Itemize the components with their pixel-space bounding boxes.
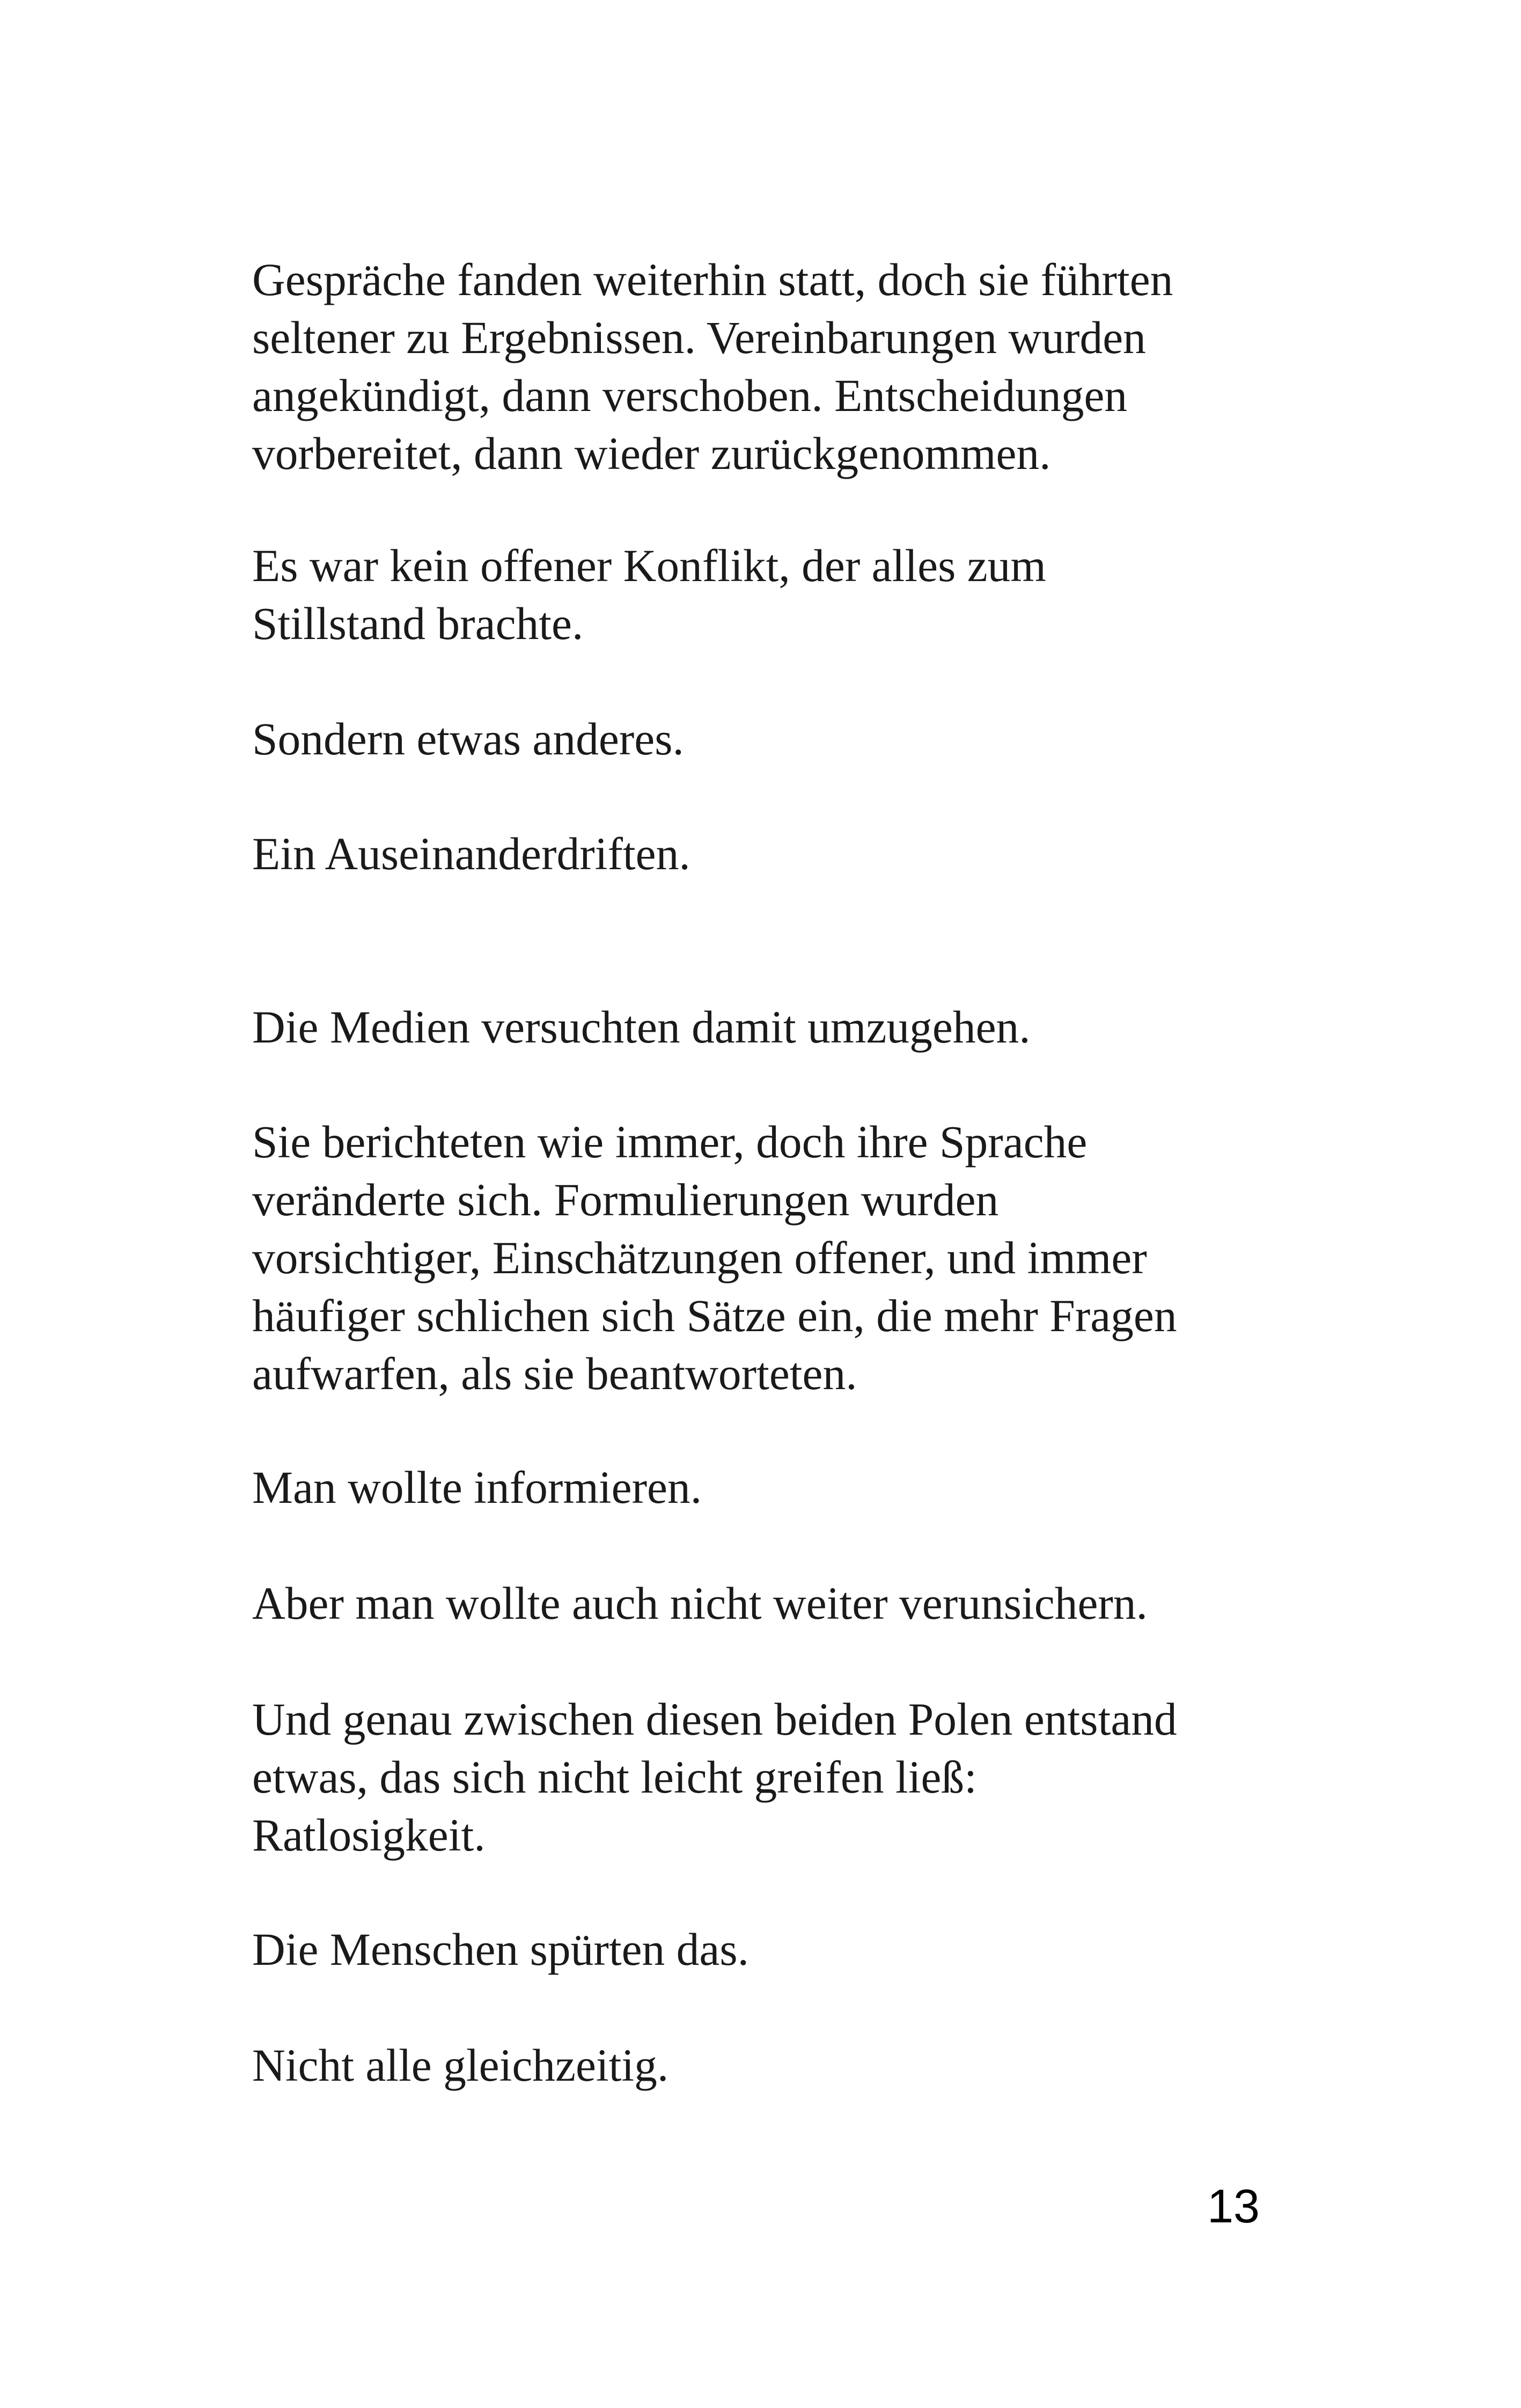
paragraph-something-else [252, 710, 1325, 768]
paragraph-no-open-conflict [252, 537, 1325, 653]
paragraph-reporting [252, 1113, 1325, 1403]
text-line: aufwarfen, als sie beantworteten. [252, 1349, 857, 1399]
paragraph-not-all-at-once [252, 2037, 1325, 2095]
text-line: Sie berichteten wie immer, doch ihre Sprache [252, 1117, 1088, 1168]
paragraph-inform [252, 1459, 1325, 1517]
text-line: Die Menschen spürten das. [252, 1925, 750, 1975]
text-line: Und genau zwischen diesen beiden Polen entstand [252, 1694, 1177, 1745]
page-number: 13 [1207, 2179, 1260, 2233]
text-line: vorbereitet, dann wieder zurückgenommen. [252, 429, 1051, 479]
text-line: angekündigt, dann verschoben. Entscheidungen [252, 371, 1128, 421]
paragraph-people-felt [252, 1921, 1325, 1979]
text-line: Ein Auseinanderdriften. [252, 829, 690, 879]
text-line: Nicht alle gleichzeitig. [252, 2040, 669, 2091]
text-line: Ratlosigkeit. [252, 1810, 486, 1861]
text-line: häufiger schlichen sich Sätze ein, die mehr Fragen [252, 1291, 1177, 1341]
text-line: veränderte sich. Formulierungen wurden [252, 1175, 999, 1225]
paragraph-unsettle [252, 1575, 1325, 1633]
text-line: Aber man wollte auch nicht weiter verunsichern. [252, 1579, 1148, 1629]
paragraph-drifting-apart [252, 825, 1325, 883]
paragraph-helplessness [252, 1691, 1325, 1864]
text-line: Man wollte informieren. [252, 1463, 702, 1513]
text-line: Stillstand brachte. [252, 599, 584, 649]
text-line: Es war kein offener Konflikt, der alles zum [252, 541, 1046, 591]
text-line: vorsichtiger, Einschätzungen offener, und immer [252, 1233, 1147, 1283]
paragraph-media [252, 999, 1325, 1056]
text-line: seltener zu Ergebnissen. Vereinbarungen wurden [252, 313, 1146, 363]
paragraph-negotiations [252, 251, 1325, 483]
text-line: Sondern etwas anderes. [252, 714, 684, 765]
text-line: etwas, das sich nicht leicht greifen ließ: [252, 1752, 977, 1803]
text-line: Gespräche fanden weiterhin statt, doch sie führten [252, 255, 1173, 305]
text-line: Die Medien versuchten damit umzugehen. [252, 1002, 1031, 1053]
